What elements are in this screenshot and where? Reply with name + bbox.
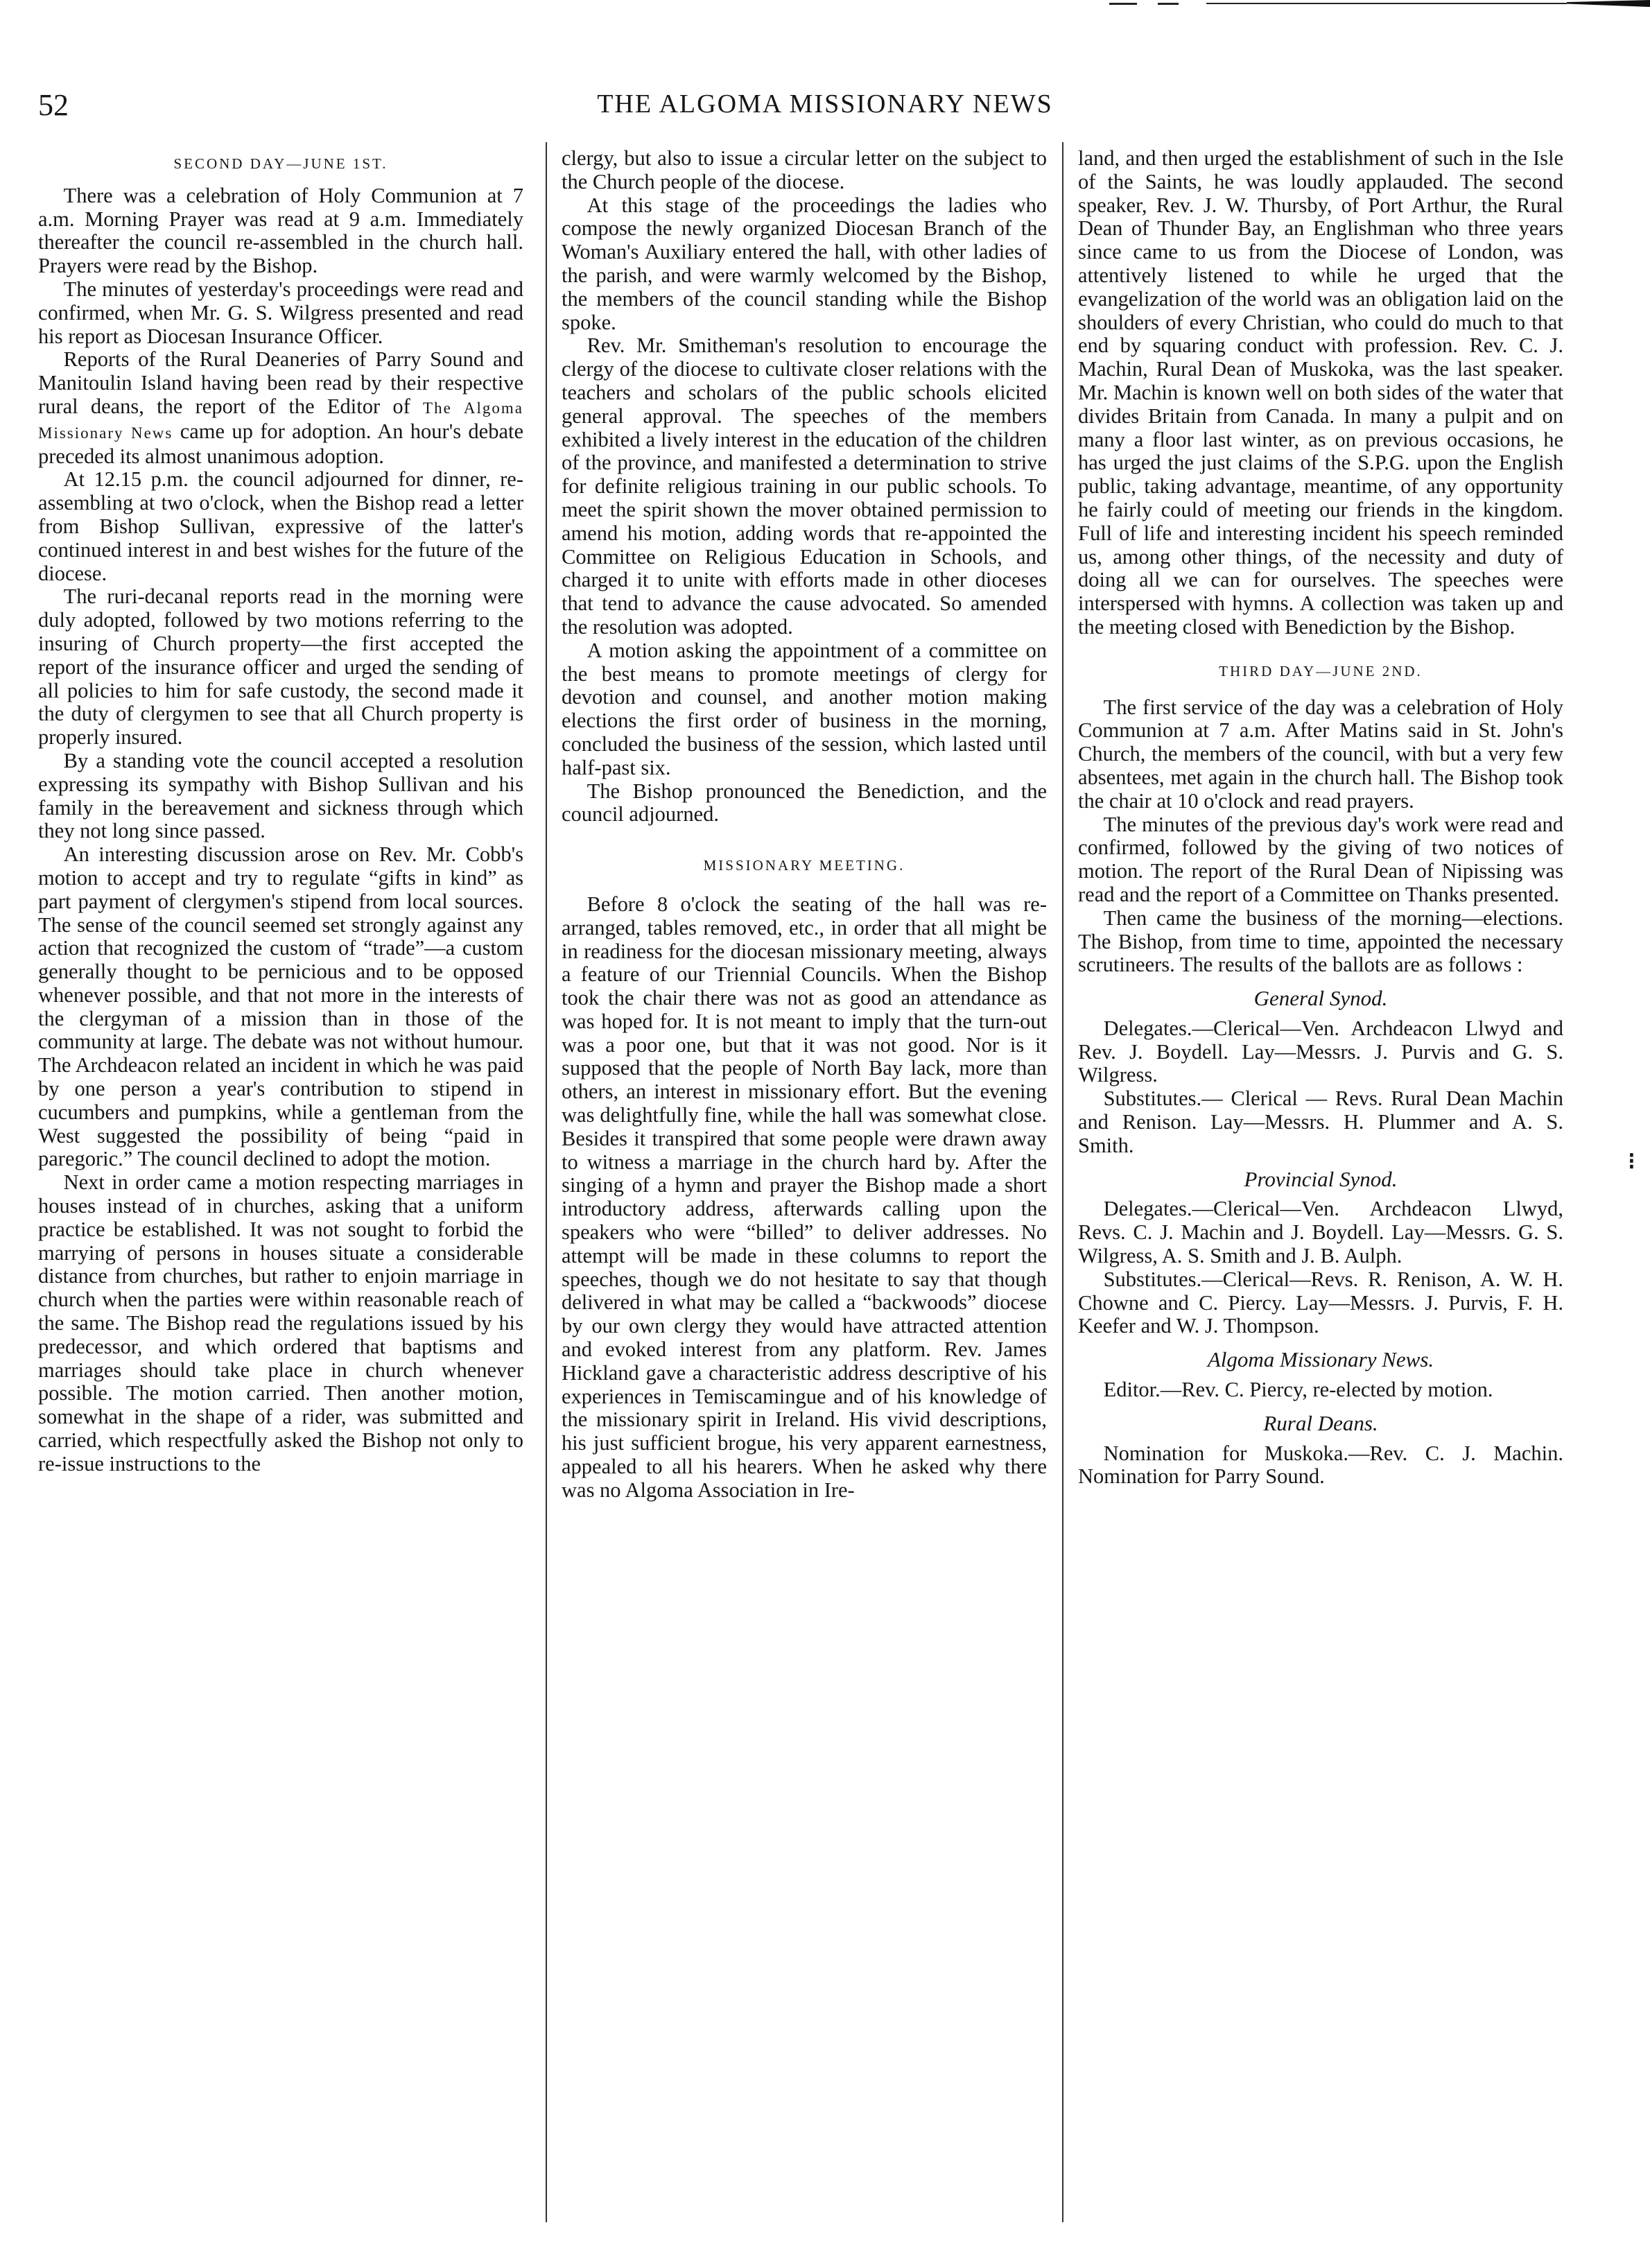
paragraph: Delegates.—Clerical—Ven. Archdeacon Llwyd and Rev. J. Boydell. Lay—Messrs. J. Purvis and G. S. Wilgress.	[1078, 1016, 1563, 1087]
paragraph: At 12.15 p.m. the council adjourned for dinner, re-assembling at two o'clock, when the Bishop read a letter from Bishop Sullivan, expressive of the latter's continued interest in and best wishes for the future of the diocese.	[38, 467, 523, 585]
section-heading-missionary-meeting: MISSIONARY MEETING.	[703, 857, 905, 874]
page-header	[38, 87, 1612, 129]
paragraph	[38, 348, 523, 468]
column-1	[38, 147, 523, 1476]
page-number: 52	[38, 88, 69, 122]
paragraph: A motion asking the appointment of a committee on the best means to promote meetings of clergy for devotion and counsel, and another motion making elections the first order of business in the morning, concluded the business of the session, which lasted until half-past six.	[562, 638, 1047, 779]
paragraph: The ruri-decanal reports read in the morning were duly adopted, followed by two motions referring to the insuring of Church property—the first accepted the report of the insurance officer and urged the sending of all policies to him for safe custody, the second made it the duty of clergymen to see that all Church property is properly insured.	[38, 585, 523, 750]
margin-speck: ⁝	[1628, 1149, 1635, 1175]
subheading-algoma-missionary-news: Algoma Missionary News.	[1207, 1347, 1434, 1372]
subheading-general-synod: General Synod.	[1253, 986, 1388, 1011]
column-2	[562, 147, 1047, 1503]
paragraph: By a standing vote the council accepted a resolution expressing its sympathy with Bishop Sullivan and his family in the bereavement and sickness through which they not long since passed.	[38, 748, 523, 843]
text-run: came up for adoption. An hour's debate preceded its almost unanimous adoption.	[38, 419, 523, 468]
paragraph: Before 8 o'clock the seating of the hall was re-arranged, tables removed, etc., in order that all might be in readiness for the diocesan missionary meeting, always a feature of our Triennial Councils. When the Bishop took the chair there was not as good an attendance as was hoped for. It is not meant to imply that the turn-out was a poor one, but that it was not good. Nor is it supposed that the people of North Bay lack, more than others, an interest in missionary effort. But the evening was delightfully fine, while the hall was somewhat close. Besides it transpired that some people were drawn away to witness a marriage in the church hard by. After the singing of a hymn and prayer the Bishop made a short introductory address, afterwards calling upon the speakers who were “billed” to deliver addresses. No attempt will be made in these columns to report the speeches, though we do not hesitate to say that though delivered in what may be called a “backwoods” diocese by our own clergy they would have attracted attention and evoked interest from any platform. Rev. James Hickland gave a characteristic address descriptive of his experiences in Temiscamingue and of his knowledge of the missionary spirit in Ireland. His vivid descriptions, his just sufficient brogue, his very apparent earnestness, appealed to all his hearers. When he asked why there was no Algoma Association in Ire-	[562, 892, 1047, 1502]
paragraph: Rev. Mr. Smitheman's resolution to encourage the clergy of the diocese to cultivate closer relations with the teachers and scholars of the public schools elicited general approval. The speeches of the members exhibited a lively interest in the education of the children of the province, and manifested a determination to strive for definite religious training in our public schools. To meet the spirit shown the mover obtained permission to amend his motion, adding words that re-appointed the Committee on Religious Education in Schools, and charged it to unite with efforts made in other dioceses that tend to advance the cause advocated. So amended the resolution was adopted.	[562, 334, 1047, 639]
scan-edge-mark	[1040, 0, 1650, 7]
publication-name: The Algoma Missionary News	[38, 399, 523, 442]
paragraph: clergy, but also to issue a circular letter on the subject to the Church people of the diocese.	[562, 146, 1047, 193]
running-title: THE ALGOMA MISSIONARY NEWS	[597, 89, 1053, 119]
paragraph: Next in order came a motion respecting marriages in houses instead of in churches, asking that a uniform practice be established. It was not sought to forbid the marrying of persons in houses situate a considerable distance from churches, but rather to enjoin marriage in church when the parties were within reasonable reach of the same. The Bishop read the regulations issued by his predecessor, and which ordered that baptisms and marriages should take place in church whenever possible. The motion carried. Then another motion, somewhat in the shape of a rider, was submitted and carried, which respectfully asked the Bishop not only to re-issue instructions to the	[38, 1170, 523, 1475]
paragraph: Substitutes.— Clerical — Revs. Rural Dean Machin and Renison. Lay—Messrs. H. Plummer and A. S. Smith.	[1078, 1087, 1563, 1157]
paragraph: The minutes of the previous day's work were read and confirmed, followed by the giving of two notices of motion. The report of the Rural Dean of Nipissing was read and the report of a Committee on Thanks presented.	[1078, 812, 1563, 906]
paragraph: Delegates.—Clerical—Ven. Archdeacon Llwyd, Revs. C. J. Machin and J. Boydell. Lay—Messrs. G. S. Wilgress, A. S. Smith and J. B. Aulph.	[1078, 1197, 1563, 1268]
paragraph: The first service of the day was a celebration of Holy Communion at 7 a.m. After Matins said in St. John's Church, the members of the council, with but a very few absentees, met again in the church hall. The Bishop took the chair at 10 o'clock and read prayers.	[1078, 695, 1563, 813]
paragraph: Nomination for Muskoka.—Rev. C. J. Machin. Nomination for Parry Sound.	[1078, 1441, 1563, 1489]
paragraph: An interesting discussion arose on Rev. Mr. Cobb's motion to accept and try to regulate “gifts in kind” as part payment of clergymen's stipend from local sources. The sense of the council seemed set strongly against any action that recognized the custom of “trade”—a custom generally thought to be pernicious and to be opposed whenever possible, and that not more in the interests of the clergyman of a mission than in those of the community at large. The debate was not without humour. The Archdeacon related an incident in which he was paid by one person a year's contribution to stipend in cucumbers and pumpkins, while a gentleman from the West suggested the possibility of being “paid in paregoric.” The council declined to adopt the motion.	[38, 842, 523, 1171]
text-run: Reports of the Rural Deaneries of Parry Sound and Manitoulin Island having been read by their respective rural deans, the report of the Editor of	[38, 347, 523, 418]
paragraph: The Bishop pronounced the Benediction, and the council adjourned.	[562, 779, 1047, 826]
column-rule	[546, 142, 547, 2222]
column-3	[1078, 147, 1563, 1489]
paragraph: Substitutes.—Clerical—Revs. R. Renison, A. W. H. Chowne and C. Piercy. Lay—Messrs. J. Purvis, F. H. Keefer and W. J. Thompson.	[1078, 1267, 1563, 1338]
section-heading-third-day: THIRD DAY—JUNE 2ND.	[1219, 662, 1423, 679]
paragraph: land, and then urged the establishment of such in the Isle of the Saints, he was loudly applauded. The second speaker, Rev. J. W. Thursby, of Port Arthur, the Rural Dean of Thunder Bay, an Englishman who three years since came to us from the Diocese of London, was attentively listened to while he urged that the evangelization of the world was an obligation laid on the shoulders of every Christian, who could do much to that end by squaring conduct with profession. Rev. C. J. Machin, Rural Dean of Muskoka, was the last speaker. Mr. Machin is known well on both sides of the water that divides Britain from Canada. In many a pulpit and on many a floor last winter, as on previous occasions, he has urged the just claims of the S.P.G. upon the English public, taking advantage, meantime, of any opportunity he fairly could of meeting our friends in the kingdom. Full of life and interesting incident his speech reminded us, among other things, of the necessity and duty of doing all we can for ourselves. The speeches were interspersed with hymns. A collection was taken up and the meeting closed with Benediction by the Bishop.	[1078, 146, 1563, 639]
subheading-rural-deans: Rural Deans.	[1263, 1410, 1378, 1435]
paragraph: The minutes of yesterday's proceedings were read and confirmed, when Mr. G. S. Wilgress presented and read his report as Diocesan Insurance Officer.	[38, 277, 523, 348]
paragraph: Then came the business of the morning—elections. The Bishop, from time to time, appointed the necessary scrutineers. The results of the ballots are as follows :	[1078, 906, 1563, 977]
subheading-provincial-synod: Provincial Synod.	[1244, 1166, 1398, 1191]
paragraph: There was a celebration of Holy Communion at 7 a.m. Morning Prayer was read at 9 a.m. Immediately thereafter the council re-assembled in the church hall. Prayers were read by the Bishop.	[38, 183, 523, 278]
column-rule	[1062, 142, 1063, 2222]
paragraph: Editor.—Rev. C. Piercy, re-elected by motion.	[1103, 1378, 1493, 1402]
section-heading-second-day: SECOND DAY—JUNE 1ST.	[173, 155, 388, 172]
paragraph: At this stage of the proceedings the ladies who compose the newly organized Diocesan Branch of the Woman's Auxiliary entered the hall, with other ladies of the parish, and were warmly welcomed by the Bishop, the members of the council standing while the Bishop spoke.	[562, 193, 1047, 334]
